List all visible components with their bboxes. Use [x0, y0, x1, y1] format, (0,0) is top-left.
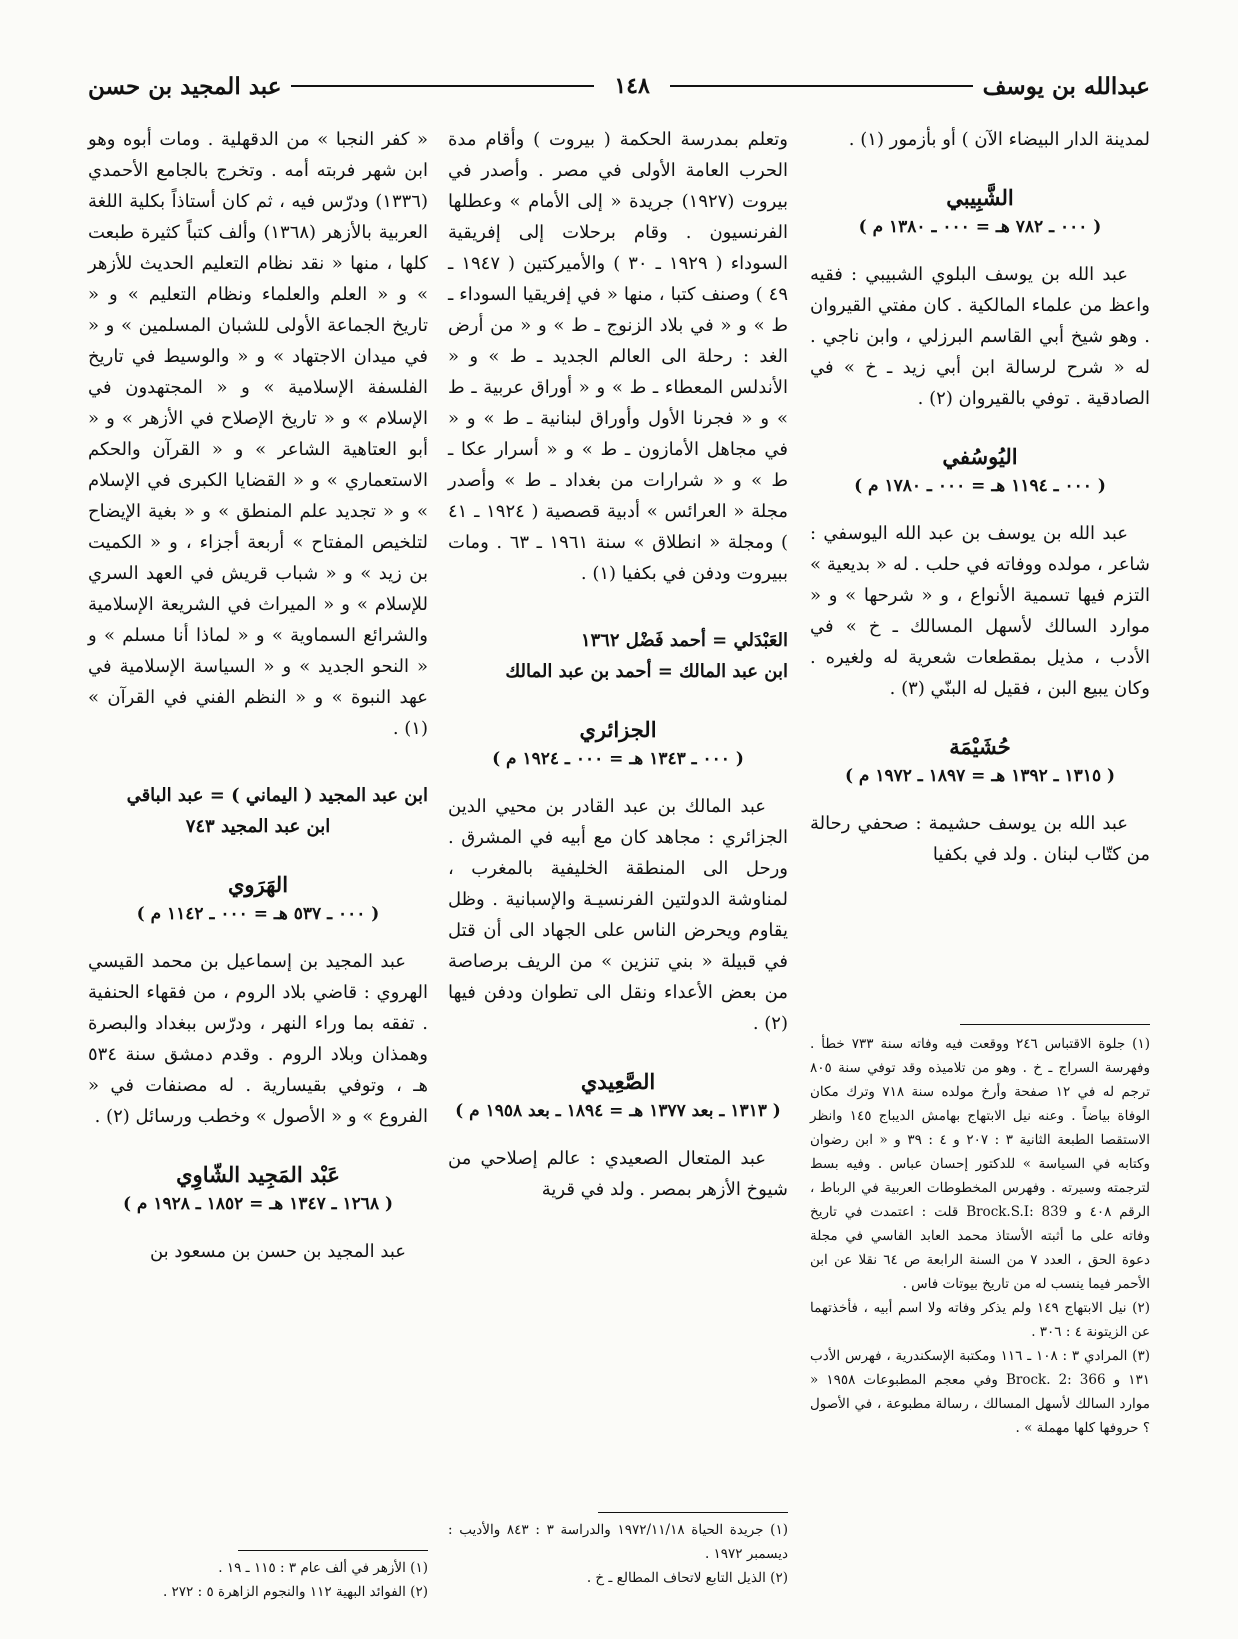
footnote: (١) الأزهر في ألف عام ٣ : ١١٥ ـ ١٩ . [218, 1560, 428, 1576]
footnotes-left [88, 1556, 428, 1604]
entry-body: عبد المالك بن عبد القادر بن محيي الدين الجزائري : مجاهد كان مع أبيه في المشرق . ورحل الى المنطقة الخليفية بالمغرب ، لمناوشة الدولتين الفرنسيـة والإسبانية . وظل يقاوم ويحرض الناس على الجهاد الى أن قتل في قبيلة « بني تنزين » من الريف برصاصة من بعض الأعداء ونقل الى تطوان ودفن فيها (٢) . [448, 796, 788, 1034]
entry-dates: ( ٠٠٠ ـ ٥٣٧ هـ = ٠٠٠ ـ ١١٤٢ م ) [136, 904, 380, 924]
footnote: (٣) المرادي ٣ : ١٠٨ ـ ١١٦ ومكتبة الإسكندرية ، فهرس الأدب ١٣١ و Brock. 2: 366 وفي معجم المطبوعات ١٩٥٨ « موارد السالك لأسهل المسالك ، رسالة مطبوعة ، في الأصول ؟ حروفها كلها مهملة » . [810, 1348, 1151, 1436]
page-number: ١٤٨ [614, 73, 650, 99]
continuation-text: وتعلم بمدرسة الحكمة ( بيروت ) وأقام مدة الحرب العامة الأولى في مصر . وأصدر في بيروت (١٩٢٧) جريدة « إلى الأمام » وعطلها الفرنسيون . وقام برحلات إلى إفريقية السوداء ( ١٩٢٩ ـ ٣٠ ) والأميركتين ( ١٩٤٧ ـ ٤٩ ) وصنف كتبا ، منها « في إفريقيا السوداء ـ ط » و « في بلاد الزنوج ـ ط » و « من أرض الغد : رحلة الى العالم الجديد ـ ط » و « الأندلس المعطاء ـ ط » و « أوراق عربية ـ ط » و « فجرنا الأول وأوراق لبنانية ـ ط » و « في مجاهل الأمازون ـ ط » و « أسرار عكا ـ ط » و « شرارات من بغداد ـ ط » وأصدر مجلة « العرائس » أدبية قصصية ( ١٩٢٤ ـ ٤١ ) ومجلة « انطلاق » سنة ١٩٦١ ـ ٦٣ . ومات ببيروت ودفن في بكفيا (١) . [448, 129, 789, 584]
footnote-rule [238, 1550, 428, 1551]
footnotes-right [810, 1032, 1150, 1440]
entry-title: الهَرَوي [227, 872, 289, 897]
cross-reference: ابن عبد المالك = أحمد بن عبد المالك [505, 661, 788, 682]
footnote: (٢) الفوائد البهية ١١٢ والنجوم الزاهرة ٥ : ٢٧٢ . [162, 1584, 428, 1600]
entry-title: الشَّبِيبي [946, 185, 1014, 210]
entry-body: عبد المجيد بن إسماعيل بن محمد القيسي الهروي : قاضي بلاد الروم ، من فقهاء الحنفية . تفقه بما وراء النهر ، ودرّس ببغداد والبصرة وهمذان وبلاد الروم . وقدم دمشق سنة ٥٣٤ هـ ، وتوفي بقيسارية . له مصنفات في « الفروع » و « الأصول » وخطب ورسائل (٢) . [88, 951, 428, 1127]
footnote: (٢) الذيل التابع لاتحاف المطالع ـ خ . [586, 1570, 788, 1586]
cross-reference: ابن عبد المجيد ٧٤٣ [185, 816, 331, 837]
footnote-rule [598, 1512, 788, 1513]
entry-title: الجزائري [579, 717, 657, 742]
entry-title: حُشَيْمَة [949, 734, 1011, 759]
header-left-title: عبد المجيد بن حسن [87, 72, 282, 100]
entry-title: عَبْد المَجِيد الشّاوِي [176, 1162, 340, 1187]
continuation-text: لمدينة الدار البيضاء الآن ) أو بأزمور (١) . [848, 129, 1150, 150]
footnote-rule [960, 1024, 1150, 1025]
column-left [88, 124, 428, 1267]
entry-dates: ( ٠٠٠ ـ ١٣٤٣ هـ = ٠٠٠ ـ ١٩٢٤ م ) [492, 749, 744, 769]
column-right [810, 124, 1150, 870]
footnote: (١) جريدة الحياة ١٩٧٢/١١/١٨ والدراسة ٣ : ٨٤٣ والأديب : ديسمبر ١٩٧٢ . [448, 1522, 788, 1562]
entry-body: عبد الله بن يوسف حشيمة : صحفي رحالة من كتّاب لبنان . ولد في بكفيا [810, 813, 1150, 865]
entry-dates: ( ٠٠٠ ـ ٧٨٢ هـ = ٠٠٠ ـ ١٣٨٠ م ) [858, 217, 1102, 237]
column-middle [448, 124, 788, 1205]
footnote: (١) جلوة الاقتباس ٢٤٦ ووقعت فيه وفاته سنة ٧٣٣ خطأ . وفهرسة السراج ـ خ . وهو من تلاميذه وقد توفي سنة ٨٠٥ ترجم له في ١٢ صفحة وأرخ مولده سنة ٧١٨ وترك مكان الوفاة بياضاً . وعنه نيل الابتهاج بهامش الديباج ١٤٥ وانظر الاستقصا الطبعة الثانية ٣ : ٢٠٧ و ٤ : ٣٩ و « ابن رضوان وكتابه في السياسة » للدكتور إحسان عباس . وفيه بسط لترجمته وسيرته . وفهرس المخطوطات العربية في الرباط ، الرقم ٤٠٨ و Brock.S.I: 839 قلت : اعتمدت في تاريخ وفاته على ما أثبته الأستاذ محمد العابد الفاسي في مجلة دعوة الحق ، العدد ٧ من السنة الرابعة ص ٦٤ نقلا عن ابن الأحمر فيما ينسب له من تاريخ بيوتات فاس . [810, 1036, 1151, 1292]
entry-title: اليُوسُفي [942, 444, 1018, 469]
footnotes-middle [448, 1518, 788, 1590]
cross-reference: ابن عبد المجيد ( اليماني ) = عبد الباقي [126, 785, 428, 806]
entry-title: الصَّعِيدي [580, 1069, 656, 1094]
header-rule-right [670, 85, 973, 87]
continuation-text: « كفر النجبا » من الدقهلية . ومات أبوه وهو ابن شهر فربته أمه . وتخرج بالجامع الأحمدي (١٣٣٦) ودرّس فيه ، ثم كان أستاذاً بكلية اللغة العربية بالأزهر (١٣٦٨) وألف كتباً كثيرة طبعت كلها ، منها « نقد نظام التعليم الحديث للأزهر » و « العلم والعلماء ونظام التعليم » و « تاريخ الجماعة الأولى للشبان المسلمين » و « في ميدان الاجتهاد » و « والوسيط في تاريخ الفلسفة الإسلامية » و « المجتهدون في الإسلام » و « تاريخ الإصلاح في الأزهر » و « أبو العتاهية الشاعر » و « القرآن والحكم الاستعماري » و « القضايا الكبرى في الإسلام » و « تجديد علم المنطق » و « بغية الإيضاح لتلخيص المفتاح » أربعة أجزاء ، و « الكميت بن زيد » و « شباب قريش في العهد السري للإسلام » و « الميراث في الشريعة الإسلامية والشرائع السماوية » و « لماذا أنا مسلم » و « النحو الجديد » و « السياسة الإسلامية في عهد النبوة » و « النظم الفني في القرآن » (١) . [88, 129, 428, 739]
entry-dates: ( ٠٠٠ ـ ١١٩٤ هـ = ٠٠٠ ـ ١٧٨٠ م ) [854, 476, 1106, 496]
cross-reference: العَبْدَلي = أحمد فَضْل ١٣٦٢ [580, 630, 788, 651]
entry-body: عبد الله بن يوسف البلوي الشبيبي : فقيه واعظ من علماء المالكية . كان مفتي القيروان . وهو شيخ أبي القاسم البرزلي ، وابن ناجي . له « شرح لرسالة ابن أبي زيد ـ خ » في الصادقية . توفي بالقيروان (٢) . [810, 264, 1150, 409]
header-rule-left [291, 85, 594, 87]
entry-body: عبد المجيد بن حسن بن مسعود بن [149, 1241, 406, 1262]
entry-body: عبد المتعال الصعيدي : عالم إصلاحي من شيوخ الأزهر بمصر . ولد في قرية [448, 1148, 788, 1200]
entry-dates: ( ١٣١٣ ـ بعد ١٣٧٧ هـ = ١٨٩٤ ـ بعد ١٩٥٨ م ) [455, 1101, 781, 1121]
entry-dates: ( ١٢٦٨ ـ ١٣٤٧ هـ = ١٨٥٢ ـ ١٩٢٨ م ) [122, 1194, 394, 1214]
entry-dates: ( ١٣١٥ ـ ١٣٩٢ هـ = ١٨٩٧ ـ ١٩٧٢ م ) [844, 766, 1116, 786]
header-right-title: عبدالله بن يوسف [982, 72, 1150, 100]
entry-body: عبد الله بن يوسف بن عبد الله اليوسفي : شاعر ، مولده ووفاته في حلب . له « بديعية » التزم فيها تسمية الأنواع ، و « شرحها » و « موارد السالك لأسهل المسالك ـ خ » في الأدب ، مذيل بمقطعات شعرية له ولغيره . وكان يبيع البن ، فقيل له البنّي (٣) . [810, 523, 1150, 699]
footnote: (٢) نيل الابتهاج ١٤٩ ولم يذكر وفاته ولا اسم أبيه ، فأخذتهما عن الزيتونة ٤ : ٣٠٦ . [810, 1300, 1150, 1340]
running-header [88, 66, 1150, 106]
